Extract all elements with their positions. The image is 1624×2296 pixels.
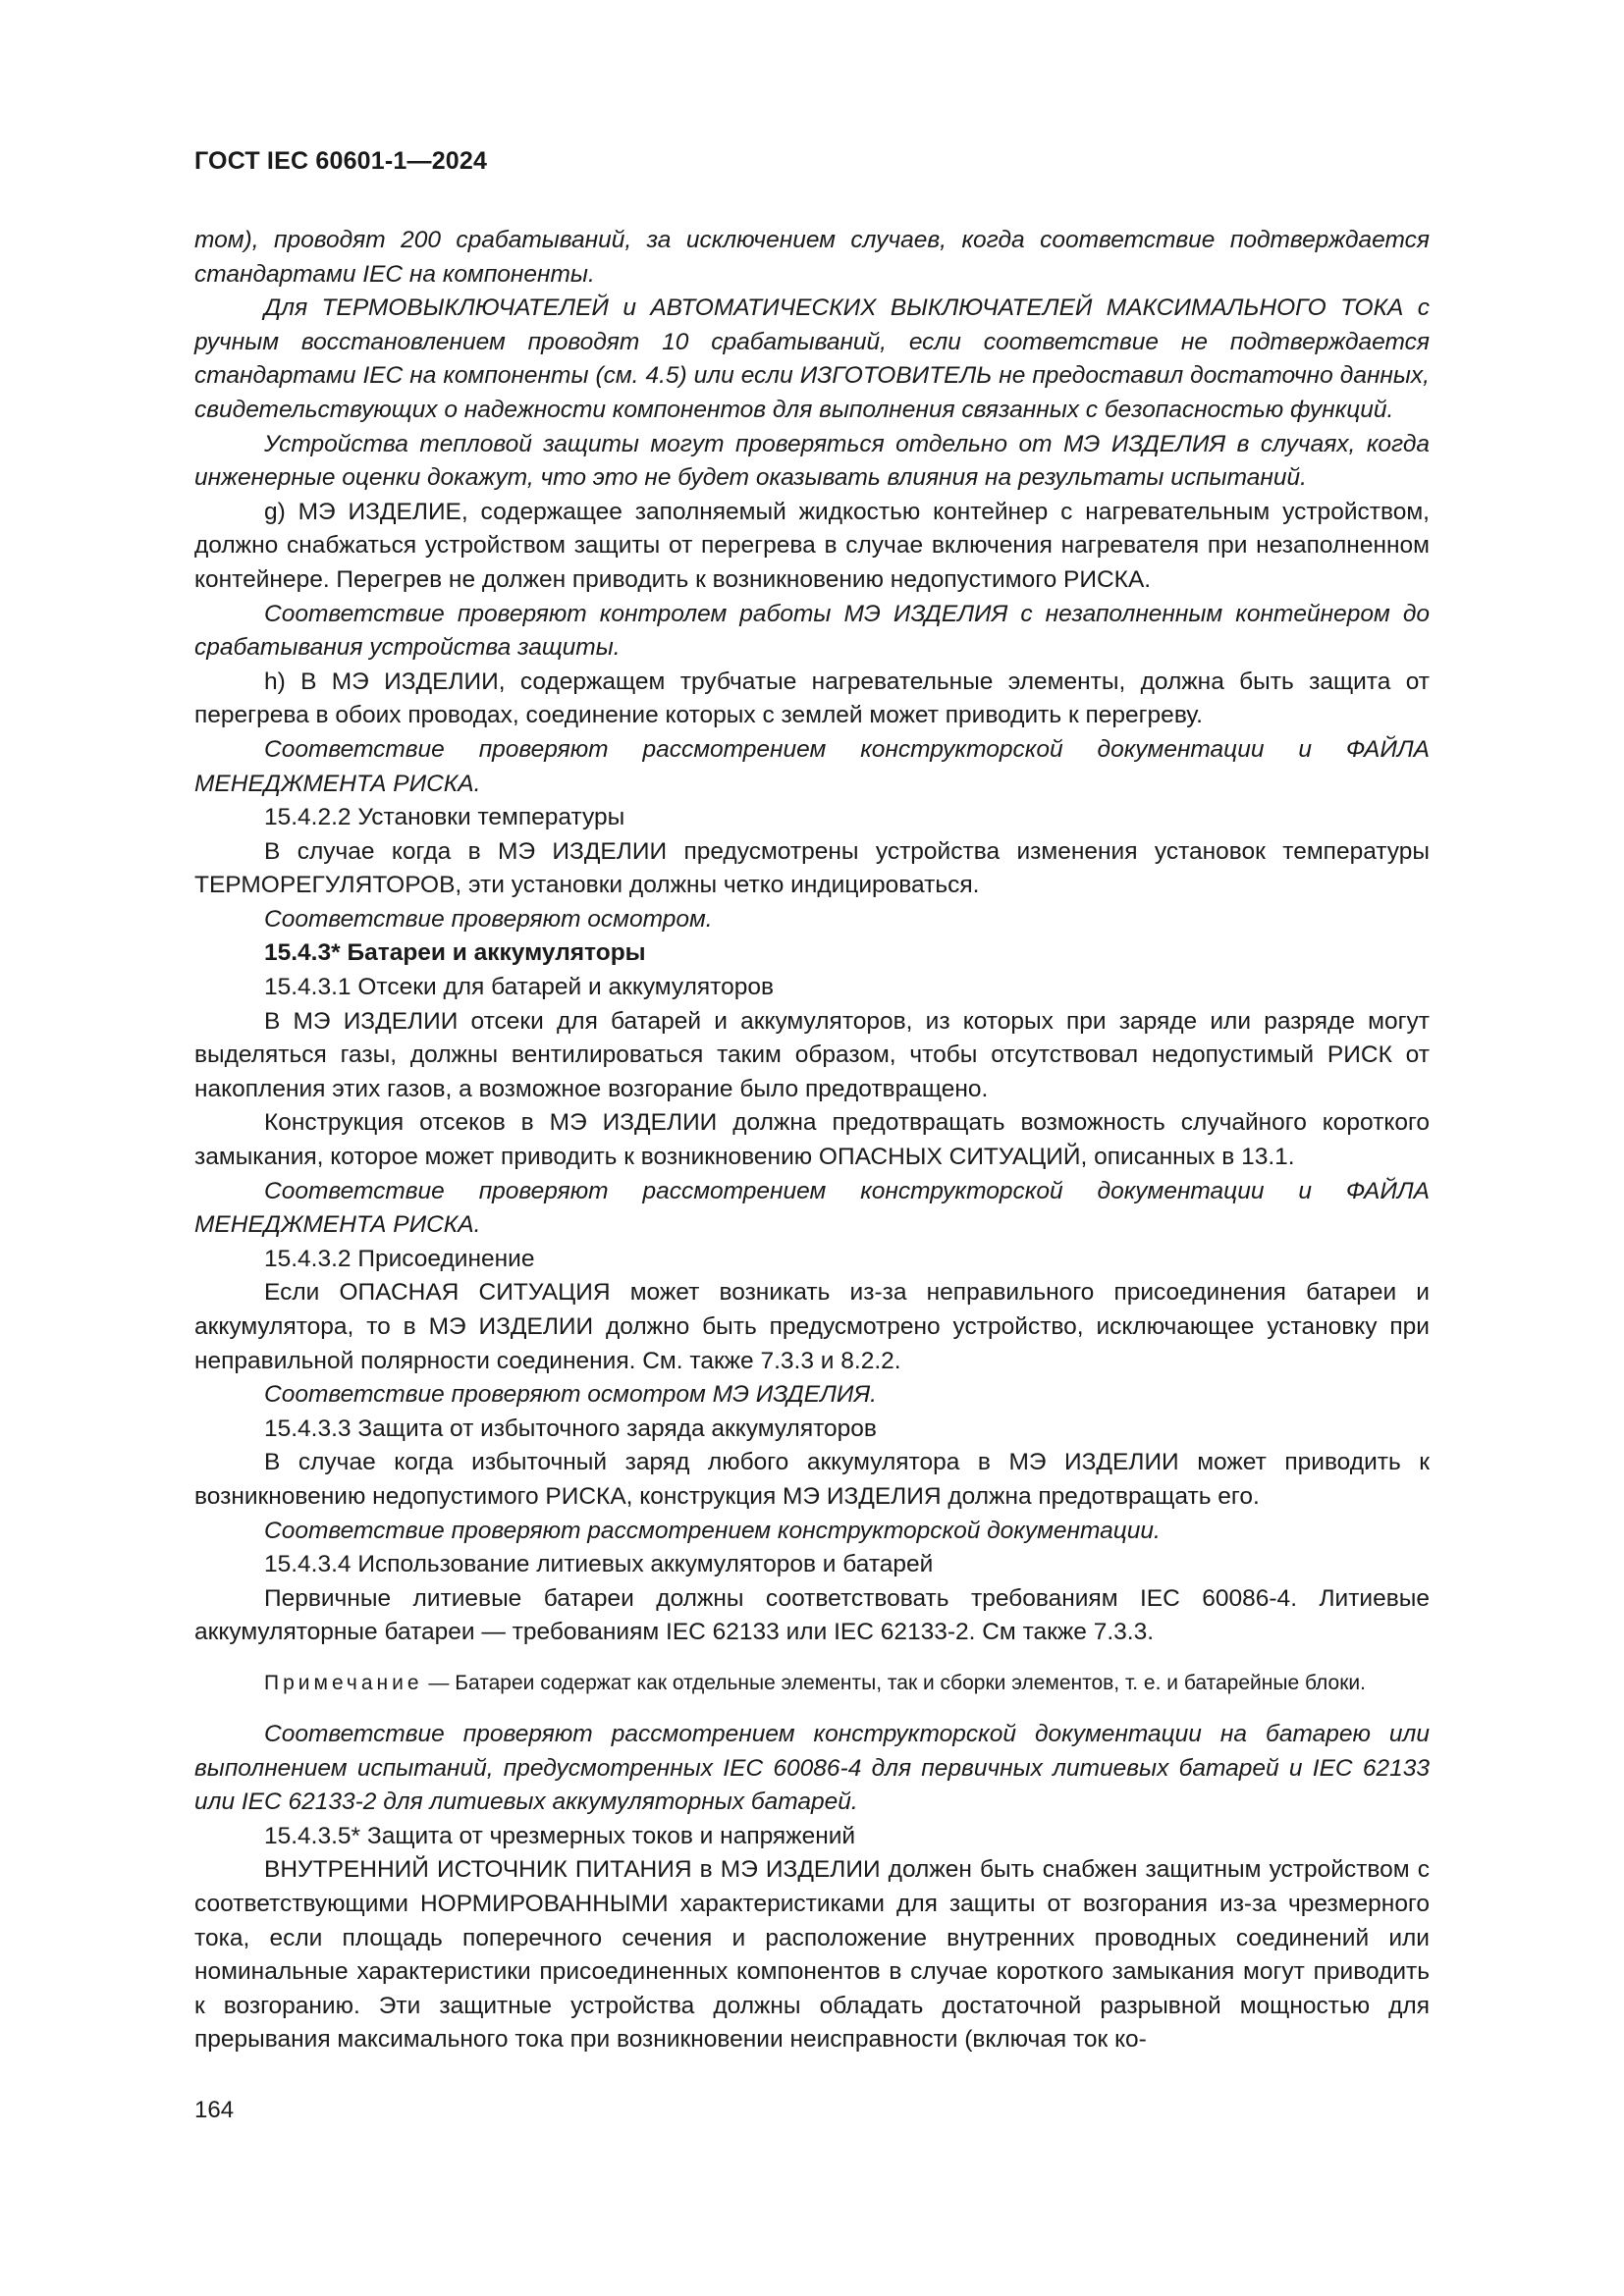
paragraph: Если ОПАСНАЯ СИТУАЦИЯ может возникать из-за неправильного присоединения батареи и аккумулятора, то в МЭ ИЗДЕЛИИ должно быть предусмотрено устройство, исключающее установку при неправильной полярности соединения. См. также 7.3.3 и 8.2.2. [194, 1279, 1430, 1374]
section-heading: 15.4.3.4 Использование литиевых аккумуляторов и батарей [264, 1551, 934, 1578]
paragraph: В МЭ ИЗДЕЛИИ отсеки для батарей и аккумуляторов, из которых при заряде или разряде могут выделяться газы, должны вентилироваться таким образом, чтобы отсутствовал недопустимый РИСК от накопления этих газов, а возможное возгорание было предотвращено. [194, 1007, 1430, 1102]
paragraph: Соответствие проверяют осмотром МЭ ИЗДЕЛИЯ. [264, 1381, 877, 1409]
paragraph: том), проводят 200 срабатываний, за исключением случаев, когда соответствие подтверждается стандартами IEC на компоненты. [194, 227, 1430, 288]
paragraph: Соответствие проверяют осмотром. [264, 905, 713, 933]
section-heading: 15.4.2.2 Установки температуры [264, 804, 625, 831]
section-heading: 15.4.3* Батареи и аккумуляторы [264, 939, 646, 967]
section-heading: 15.4.3.5* Защита от чрезмерных токов и напряжений [264, 1822, 856, 1849]
note [194, 1668, 1430, 1698]
paragraph: Первичные литиевые батареи должны соответствовать требованиям IEC 60086-4. Литиевые аккумуляторные батареи — требованиям IEC 62133 или IEC 62133-2. См также 7.3.3. [194, 1584, 1430, 1646]
note-text: — Батареи содержат как отдельные элементы, так и сборки элементов, т. е. и батарейные блоки. [422, 1671, 1366, 1694]
section-heading: 15.4.3.1 Отсеки для батарей и аккумуляторов [264, 974, 775, 1001]
section-heading: 15.4.3.3 Защита от избыточного заряда аккумуляторов [264, 1415, 877, 1442]
paragraph: ВНУТРЕННИЙ ИСТОЧНИК ПИТАНИЯ в МЭ ИЗДЕЛИИ должен быть снабжен защитным устройством с соответствующими НОРМИРОВАННЫМИ характеристиками для защиты от возгорания из-за чрезмерного тока, если площадь поперечного сечения и расположение внутренних проводных соединений или номинальные характеристики присоединенных компонентов в случае короткого замыкания могут приводить к возгоранию. Эти защитные устройства должны обладать достаточной разрывной мощностью для прерывания максимального тока при возникновении неисправности (включая ток ко- [194, 1856, 1430, 2054]
paragraph: g) МЭ ИЗДЕЛИЕ, содержащее заполняемый жидкостью контейнер с нагревательным устройством, должно снабжаться устройством защиты от перегрева в случае включения нагревателя при незаполненном контейнере. Перегрев не должен приводить к возникновению недопустимого РИСКА. [194, 498, 1430, 593]
paragraph: Соответствие проверяют рассмотрением конструкторской документации на батарею или выполнением испытаний, предусмотренных IEC 60086-4 для первичных литиевых батарей и IEC 62133 или IEC 62133-2 для литиевых аккумуляторных батарей. [194, 1720, 1430, 1816]
paragraph: h) В МЭ ИЗДЕЛИИ, содержащем трубчатые нагревательные элементы, должна быть защита от перегрева в обоих проводах, соединение которых с землей может приводить к перегреву. [194, 667, 1430, 729]
paragraph: В случае когда избыточный заряд любого аккумулятора в МЭ ИЗДЕЛИИ может приводить к возникновению недопустимого РИСКА, конструкция МЭ ИЗДЕЛИЯ должна предотвращать его. [194, 1449, 1430, 1510]
document-header: ГОСТ IEC 60601-1—2024 [194, 147, 488, 175]
paragraph: Конструкция отсеков в МЭ ИЗДЕЛИИ должна предотвращать возможность случайного короткого замыкания, которое может приводить к возникновению ОПАСНЫХ СИТУАЦИЙ, описанных в 13.1. [194, 1109, 1430, 1171]
paragraph: Соответствие проверяют рассмотрением конструкторской документации. [264, 1517, 1161, 1544]
page-number: 164 [194, 2097, 235, 2123]
paragraph: Для ТЕРМОВЫКЛЮЧАТЕЛЕЙ и АВТОМАТИЧЕСКИХ ВЫКЛЮЧАТЕЛЕЙ МАКСИМАЛЬНОГО ТОКА с ручным восстановлением проводят 10 срабатываний, если соответствие не подтверждается стандартами IEC на компоненты (см. 4.5) или если ИЗГОТОВИТЕЛЬ не предоставил достаточно данных, свидетельствующих о надежности компонентов для выполнения связанных с безопасностью функций. [194, 294, 1430, 423]
note-label: Примечание [264, 1671, 423, 1694]
paragraph: В случае когда в МЭ ИЗДЕЛИИ предусмотрены устройства изменения установок температуры ТЕРМОРЕГУЛЯТОРОВ, эти установки должны четко индицироваться. [194, 837, 1430, 899]
document-body [194, 224, 1430, 2057]
paragraph: Соответствие проверяют рассмотрением конструкторской документации и ФАЙЛА МЕНЕДЖМЕНТА РИСКА. [194, 735, 1430, 797]
paragraph: Соответствие проверяют рассмотрением конструкторской документации и ФАЙЛА МЕНЕДЖМЕНТА РИСКА. [194, 1177, 1430, 1239]
paragraph: Устройства тепловой защиты могут проверяться отдельно от МЭ ИЗДЕЛИЯ в случаях, когда инженерные оценки докажут, что это не будет оказывать влияния на результаты испытаний. [194, 430, 1430, 492]
paragraph: Соответствие проверяют контролем работы МЭ ИЗДЕЛИЯ с незаполненным контейнером до срабатывания устройства защиты. [194, 600, 1430, 662]
section-heading: 15.4.3.2 Присоединение [264, 1245, 535, 1272]
